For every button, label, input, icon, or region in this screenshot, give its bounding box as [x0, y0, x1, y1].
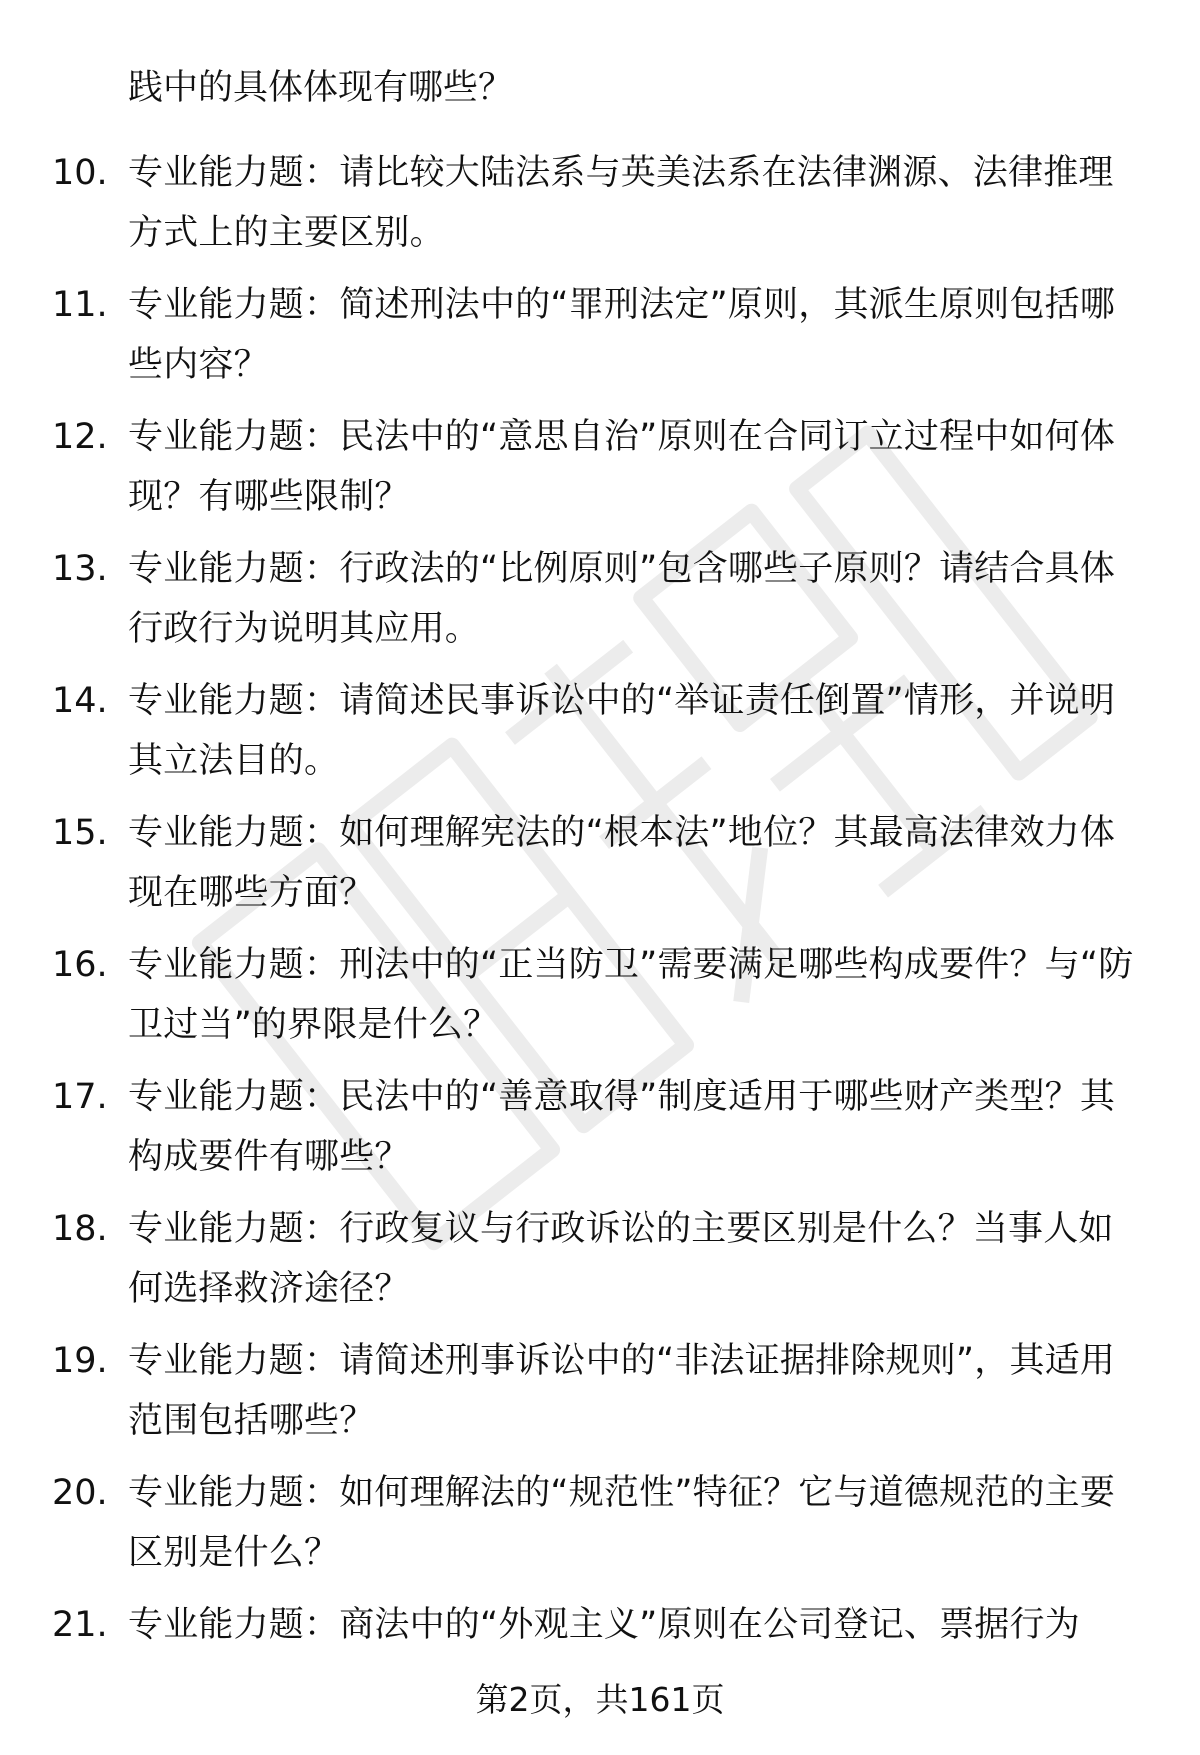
question-text: 专业能力题：民法中的“意思自治”原则在合同订立过程中如何体现？有哪些限制？ — [128, 417, 1116, 517]
question-number: 11. — [52, 285, 108, 325]
question-text: 专业能力题：行政法的“比例原则”包含哪些子原则？请结合具体行政行为说明其应用。 — [128, 549, 1116, 649]
question-item — [0, 935, 1200, 1067]
question-item — [0, 803, 1200, 935]
question-item — [0, 1067, 1200, 1199]
question-item — [0, 143, 1200, 275]
question-text: 专业能力题：请比较大陆法系与英美法系在法律渊源、法律推理方式上的主要区别。 — [128, 153, 1114, 253]
question-number: 16. — [52, 945, 108, 985]
question-number: 13. — [52, 549, 108, 589]
question-item — [0, 1331, 1200, 1463]
question-text: 专业能力题：请简述刑事诉讼中的“非法证据排除规则”，其适用范围包括哪些？ — [128, 1341, 1116, 1441]
question-number: 10. — [52, 153, 108, 193]
continuation-text: 践中的具体体现有哪些？ — [128, 68, 514, 108]
question-number: 19. — [52, 1341, 108, 1381]
question-item — [0, 275, 1200, 407]
question-text: 专业能力题：如何理解宪法的“根本法”地位？其最高法律效力体现在哪些方面？ — [128, 813, 1116, 913]
question-number: 20. — [52, 1473, 108, 1513]
question-text: 专业能力题：刑法中的“正当防卫”需要满足哪些构成要件？与“防卫过当”的界限是什么？ — [128, 945, 1134, 1045]
question-text: 专业能力题：简述刑法中的“罪刑法定”原则，其派生原则包括哪些内容？ — [128, 285, 1116, 385]
question-item — [0, 407, 1200, 539]
question-number: 14. — [52, 681, 108, 721]
question-list — [0, 143, 1200, 1727]
question-text: 专业能力题：行政复议与行政诉讼的主要区别是什么？当事人如何选择救济途径？ — [128, 1209, 1114, 1309]
question-text: 专业能力题：商法中的“外观主义”原则在公司登记、票据行为 — [128, 1605, 1080, 1645]
question-item — [0, 671, 1200, 803]
page-footer: 第2页，共161页 — [475, 1680, 725, 1719]
question-number: 21. — [52, 1605, 108, 1645]
question-number: 17. — [52, 1077, 108, 1117]
question-text: 专业能力题：民法中的“善意取得”制度适用于哪些财产类型？其构成要件有哪些？ — [128, 1077, 1116, 1177]
question-text: 专业能力题：请简述民事诉讼中的“举证责任倒置”情形，并说明其立法目的。 — [128, 681, 1116, 781]
question-item — [0, 1199, 1200, 1331]
question-text: 专业能力题：如何理解法的“规范性”特征？它与道德规范的主要区别是什么？ — [128, 1473, 1116, 1573]
question-number: 15. — [52, 813, 108, 853]
question-number: 18. — [52, 1209, 108, 1249]
question-item — [0, 539, 1200, 671]
question-number: 12. — [52, 417, 108, 457]
question-item — [0, 1463, 1200, 1595]
